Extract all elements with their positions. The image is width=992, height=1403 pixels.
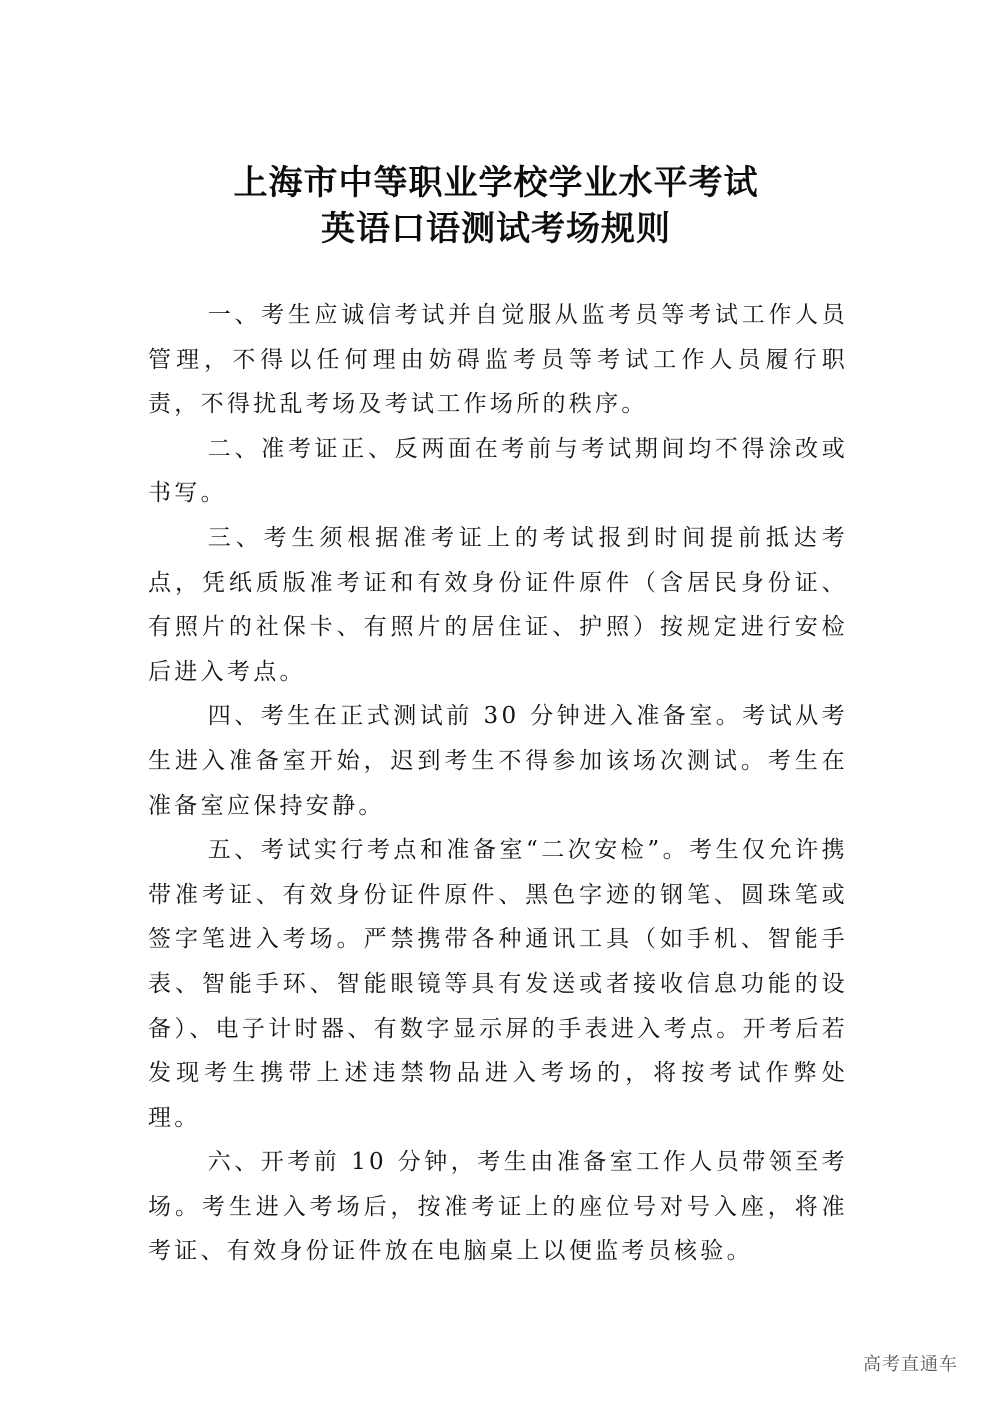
rule-paragraph-2: 二、准考证正、反两面在考前与考试期间均不得涂改或书写。: [148, 435, 848, 507]
rules-body: [148, 293, 848, 1274]
rule-paragraph-5: 五、考试实行考点和准备室“二次安检”。考生仅允许携带准考证、有效身份证件原件、黑色字迹的钢笔、圆珠笔或签字笔进入考场。严禁携带各种通讯工具（如手机、智能手表、智能手环、智能眼镜等具有发送或者接收信息功能的设备）、电子计时器、有数字显示屏的手表进入考点。开考后若发现考生携带上述违禁物品进入考场的，将按考试作弊处理。: [148, 837, 848, 1131]
title-line-1: 上海市中等职业学校学业水平考试: [233, 163, 759, 203]
rule-paragraph-3: 三、考生须根据准考证上的考试报到时间提前抵达考点，凭纸质版准考证和有效身份证件原件（含居民身份证、有照片的社保卡、有照片的居住证、护照）按规定进行安检后进入考点。: [148, 524, 848, 685]
rule-paragraph-4: 四、考生在正式测试前 30 分钟进入准备室。考试从考生进入准备室开始，迟到考生不得参加该场次测试。考生在准备室应保持安静。: [148, 703, 848, 819]
rule-paragraph-1: 一、考生应诚信考试并自觉服从监考员等考试工作人员管理，不得以任何理由妨碍监考员等考试工作人员履行职责，不得扰乱考场及考试工作场所的秩序。: [148, 302, 848, 418]
document-title: [0, 160, 992, 252]
title-line-2: 英语口语测试考场规则: [321, 209, 671, 249]
rule-paragraph-6: 六、开考前 10 分钟，考生由准备室工作人员带领至考场。考生进入考场后，按准考证上的座位号对号入座，将准考证、有效身份证件放在电脑桌上以便监考员核验。: [148, 1149, 848, 1265]
watermark-text: 高考直通车: [863, 1354, 958, 1375]
